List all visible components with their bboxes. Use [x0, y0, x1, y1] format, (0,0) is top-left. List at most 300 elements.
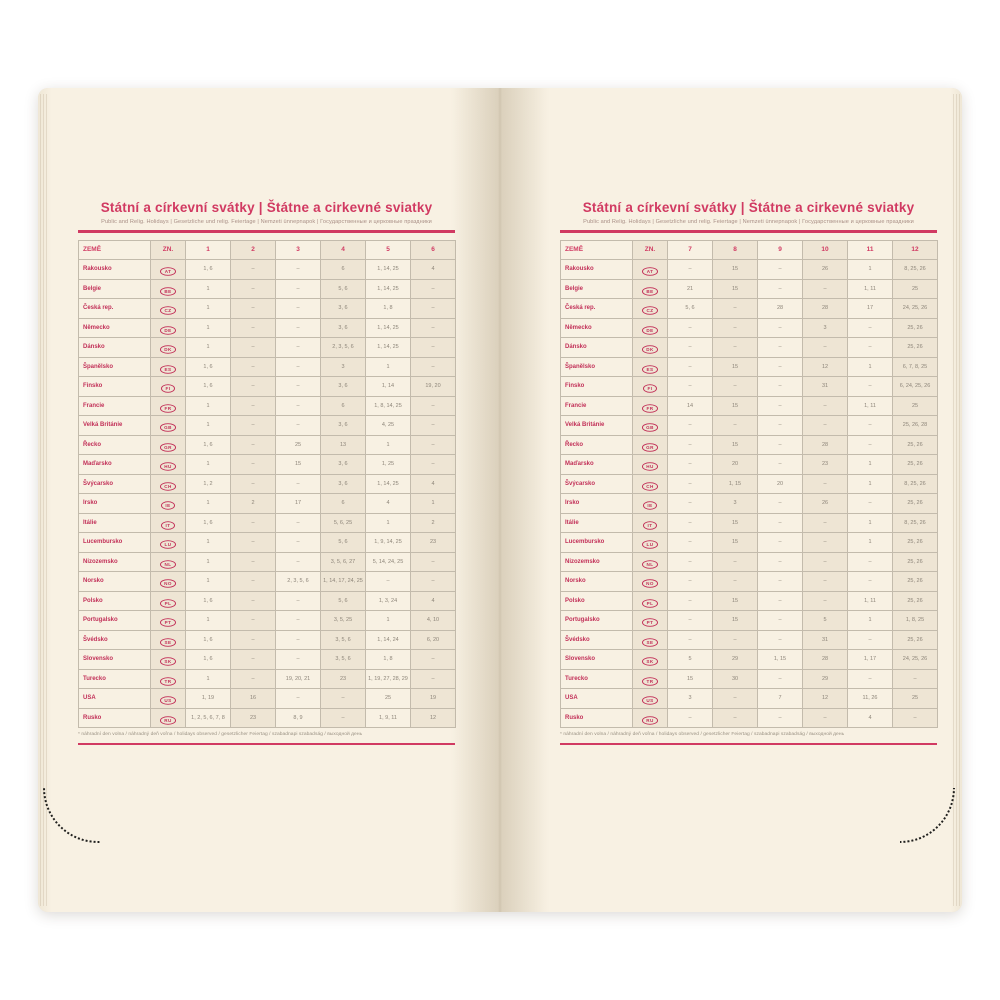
country-name: USA [561, 689, 633, 709]
country-code-badge: GR [642, 443, 659, 452]
country-row [79, 474, 456, 494]
country-code-badge: FI [643, 384, 657, 393]
holiday-dates-cell: 5, 6, 25 [321, 513, 366, 533]
country-row [561, 513, 938, 533]
country-code-badge: ES [642, 365, 658, 374]
country-code-cell [633, 435, 668, 455]
holiday-dates-cell: 1, 9, 14, 25 [366, 533, 411, 553]
holiday-dates-cell: 1 [186, 572, 231, 592]
header-row [79, 240, 456, 260]
holiday-dates-cell: – [758, 338, 803, 358]
country-name: Belgie [79, 279, 151, 299]
country-row [79, 299, 456, 319]
country-name: Nizozemsko [561, 552, 633, 572]
country-name: Finsko [561, 377, 633, 397]
holiday-dates-cell: 25, 26 [893, 494, 938, 514]
country-code-cell [151, 435, 186, 455]
accent-rule-bottom [560, 743, 937, 745]
country-row [561, 396, 938, 416]
holiday-dates-cell: 31 [803, 630, 848, 650]
holiday-dates-cell: – [668, 494, 713, 514]
country-code-cell [151, 377, 186, 397]
holiday-dates-cell: – [276, 357, 321, 377]
holiday-dates-cell: 15 [276, 455, 321, 475]
country-code-cell [633, 611, 668, 631]
holiday-dates-cell: 3, 6 [321, 416, 366, 436]
holiday-dates-cell: 15 [713, 396, 758, 416]
country-code-badge: SK [642, 657, 658, 666]
holiday-dates-cell: – [668, 377, 713, 397]
country-name: Dánsko [561, 338, 633, 358]
country-code-badge: NL [160, 560, 176, 569]
country-row [561, 299, 938, 319]
holiday-dates-cell: – [668, 416, 713, 436]
holiday-dates-cell: – [758, 552, 803, 572]
country-row [79, 338, 456, 358]
holiday-dates-cell: – [366, 572, 411, 592]
holiday-dates-cell: – [758, 630, 803, 650]
holiday-dates-cell: – [713, 552, 758, 572]
holiday-dates-cell: – [231, 455, 276, 475]
holiday-dates-cell: 1 [186, 318, 231, 338]
holiday-dates-cell: – [668, 552, 713, 572]
country-name: Francie [79, 396, 151, 416]
country-name: Itálie [79, 513, 151, 533]
holiday-dates-cell: 25, 26 [893, 435, 938, 455]
country-code-cell [633, 377, 668, 397]
country-name: Německo [561, 318, 633, 338]
country-name: Velká Británie [561, 416, 633, 436]
country-name: Francie [561, 396, 633, 416]
page-left-content [78, 200, 455, 745]
holiday-dates-cell: 1, 11 [848, 396, 893, 416]
country-row [79, 455, 456, 475]
country-code-cell [633, 416, 668, 436]
country-code-cell [633, 338, 668, 358]
country-code-badge: NO [642, 579, 659, 588]
holiday-dates-cell: – [803, 396, 848, 416]
holiday-dates-cell: – [231, 357, 276, 377]
country-code-cell [151, 494, 186, 514]
country-code-badge: IT [643, 521, 657, 530]
page-subtitle: Public and Relig. Holidays | Gesetzliche und relig. Feiertage | Nemzeti ünnepnapok | Государственные и церковные праздники [101, 219, 432, 225]
page-left [38, 88, 500, 912]
country-code-cell [633, 494, 668, 514]
holiday-dates-cell: 1, 15 [758, 650, 803, 670]
holiday-dates-cell: – [758, 455, 803, 475]
holiday-dates-cell: 3, 5, 6, 27 [321, 552, 366, 572]
holiday-dates-cell: – [276, 630, 321, 650]
table-left-body [79, 260, 456, 728]
country-row [561, 611, 938, 631]
month-column-header: 11 [848, 240, 893, 260]
country-row [561, 318, 938, 338]
holiday-dates-cell: 1 [848, 357, 893, 377]
country-code-cell [633, 513, 668, 533]
holiday-dates-cell: 1, 6 [186, 260, 231, 280]
country-row [79, 650, 456, 670]
holiday-dates-cell: – [411, 299, 456, 319]
holiday-dates-cell: 1 [186, 533, 231, 553]
holiday-dates-cell: – [803, 474, 848, 494]
holiday-dates-cell: 1, 6 [186, 435, 231, 455]
holiday-dates-cell: 1, 11 [848, 279, 893, 299]
holiday-dates-cell: – [713, 299, 758, 319]
holiday-dates-cell: – [276, 377, 321, 397]
country-name: Irsko [561, 494, 633, 514]
holiday-dates-cell: – [411, 396, 456, 416]
country-row [561, 689, 938, 709]
holiday-dates-cell: 3 [321, 357, 366, 377]
holiday-dates-cell: 15 [713, 435, 758, 455]
holiday-dates-cell: – [668, 708, 713, 728]
holiday-dates-cell: 3 [803, 318, 848, 338]
holiday-dates-cell: 1, 6 [186, 357, 231, 377]
country-code-badge: CZ [642, 306, 658, 315]
holiday-dates-cell: 1, 3, 24 [366, 591, 411, 611]
holiday-dates-cell: 29 [803, 669, 848, 689]
holiday-dates-cell: – [848, 630, 893, 650]
holiday-dates-cell: – [668, 357, 713, 377]
country-code-cell [151, 572, 186, 592]
country-row [561, 357, 938, 377]
country-code-cell [633, 533, 668, 553]
holiday-dates-cell: 1 [366, 513, 411, 533]
holiday-dates-cell: – [668, 318, 713, 338]
month-column-header: 10 [803, 240, 848, 260]
holiday-dates-cell: 1 [186, 455, 231, 475]
holiday-dates-cell: 20 [758, 474, 803, 494]
holiday-dates-cell: – [411, 572, 456, 592]
country-row [79, 494, 456, 514]
country-name: Švýcarsko [79, 474, 151, 494]
holiday-dates-cell: 5, 6 [321, 533, 366, 553]
holiday-dates-cell: – [758, 357, 803, 377]
country-code-badge: NO [160, 579, 177, 588]
holiday-dates-cell: 26 [803, 260, 848, 280]
country-code-badge: LU [160, 540, 176, 549]
holiday-dates-cell: 1 [186, 669, 231, 689]
holiday-dates-cell: – [231, 416, 276, 436]
country-code-badge: GB [160, 423, 177, 432]
country-code-badge: GB [642, 423, 659, 432]
holiday-dates-cell: 25 [366, 689, 411, 709]
country-code-badge: LU [642, 540, 658, 549]
holiday-dates-cell: 23 [321, 669, 366, 689]
holiday-dates-cell: 1 [848, 513, 893, 533]
holiday-dates-cell: 1 [186, 299, 231, 319]
country-code-cell [151, 669, 186, 689]
holiday-dates-cell: 21 [668, 279, 713, 299]
country-name: Lucembursko [561, 533, 633, 553]
holiday-dates-cell: 25 [276, 435, 321, 455]
country-code-badge: BE [160, 287, 176, 296]
holiday-dates-cell: 3 [668, 689, 713, 709]
holiday-dates-cell: – [758, 494, 803, 514]
country-row [79, 279, 456, 299]
holiday-dates-cell: 1 [848, 533, 893, 553]
holiday-dates-cell: – [803, 416, 848, 436]
country-code-cell [151, 689, 186, 709]
holiday-dates-cell: – [231, 396, 276, 416]
holiday-dates-cell: – [276, 552, 321, 572]
country-code-badge: AT [160, 267, 176, 276]
country-name: Rusko [79, 708, 151, 728]
country-code-badge: SE [160, 638, 176, 647]
country-code-cell [151, 260, 186, 280]
holiday-dates-cell: – [758, 318, 803, 338]
country-row [561, 416, 938, 436]
country-code-badge: HU [160, 462, 176, 471]
holiday-dates-cell: 24, 25, 26 [893, 650, 938, 670]
holiday-dates-cell: 25 [893, 689, 938, 709]
header-row [561, 240, 938, 260]
holiday-dates-cell: 1 [848, 611, 893, 631]
country-row [561, 572, 938, 592]
country-code-badge: ES [160, 365, 176, 374]
country-name: Velká Británie [79, 416, 151, 436]
country-code-cell [151, 708, 186, 728]
country-code-badge: FR [160, 404, 176, 413]
country-code-cell [633, 572, 668, 592]
holiday-dates-cell: – [668, 435, 713, 455]
holiday-dates-cell: 3, 5, 25 [321, 611, 366, 631]
accent-rule-top [78, 230, 455, 233]
holiday-dates-cell: 5, 14, 24, 25 [366, 552, 411, 572]
country-row [561, 669, 938, 689]
holiday-dates-cell: 25, 26 [893, 572, 938, 592]
holiday-dates-cell: – [713, 416, 758, 436]
page-right [500, 88, 962, 912]
country-code-cell [151, 455, 186, 475]
holiday-dates-cell: – [231, 474, 276, 494]
country-name: Belgie [561, 279, 633, 299]
country-row [561, 377, 938, 397]
holiday-dates-cell: 30 [713, 669, 758, 689]
table-footnote: * náhradní den volna / náhradný deň voľna / holidays observed / gesetzlicher Feiertag / szabadnapi szabadság / выходной день [560, 731, 845, 737]
month-column-header: 12 [893, 240, 938, 260]
holiday-dates-cell: – [231, 630, 276, 650]
holiday-dates-cell: – [713, 708, 758, 728]
country-code-badge: DE [160, 326, 176, 335]
holiday-dates-cell: – [276, 338, 321, 358]
holiday-dates-cell: – [668, 630, 713, 650]
country-row [79, 260, 456, 280]
holiday-dates-cell: – [276, 299, 321, 319]
holiday-dates-cell: – [276, 533, 321, 553]
country-name: Švédsko [79, 630, 151, 650]
holiday-dates-cell: – [713, 338, 758, 358]
holiday-dates-cell: 1, 8, 14, 25 [366, 396, 411, 416]
country-code-badge: CZ [160, 306, 176, 315]
holiday-dates-cell: 5 [803, 611, 848, 631]
country-code-badge: PL [160, 599, 176, 608]
month-column-header: 2 [231, 240, 276, 260]
holiday-dates-cell: – [411, 318, 456, 338]
accent-rule-top [560, 230, 937, 233]
country-name: USA [79, 689, 151, 709]
month-column-header: 9 [758, 240, 803, 260]
holiday-dates-cell: 6, 20 [411, 630, 456, 650]
holiday-dates-cell: 25, 26 [893, 591, 938, 611]
country-code-badge: SE [642, 638, 658, 647]
country-name: Dánsko [79, 338, 151, 358]
holiday-dates-cell: 4 [411, 474, 456, 494]
holiday-dates-cell: 16 [231, 689, 276, 709]
holiday-dates-cell: 14 [668, 396, 713, 416]
holiday-dates-cell: – [668, 474, 713, 494]
country-row [561, 338, 938, 358]
holiday-dates-cell: – [411, 357, 456, 377]
holiday-dates-cell: 1, 11 [848, 591, 893, 611]
holiday-dates-cell: 5, 6 [321, 279, 366, 299]
holiday-dates-cell: 15 [668, 669, 713, 689]
accent-rule-bottom [78, 743, 455, 745]
holiday-dates-cell: 1, 8, 25 [893, 611, 938, 631]
holiday-dates-cell: – [758, 513, 803, 533]
holiday-dates-cell: – [276, 260, 321, 280]
holiday-dates-cell: – [848, 377, 893, 397]
holiday-dates-cell: 1, 6 [186, 650, 231, 670]
holiday-dates-cell: 28 [803, 650, 848, 670]
holiday-dates-cell: 1 [186, 611, 231, 631]
country-name: Polsko [79, 591, 151, 611]
page-title: Státní a církevní svátky | Štátne a cirkevné sviatky [582, 200, 915, 215]
country-code-cell [633, 669, 668, 689]
holiday-dates-cell: 1, 8 [366, 299, 411, 319]
country-name: Turecko [561, 669, 633, 689]
country-name: Česká rep. [561, 299, 633, 319]
country-row [561, 455, 938, 475]
diary-open-book [38, 88, 962, 912]
holiday-dates-cell: 8, 25, 26 [893, 513, 938, 533]
country-name: Řecko [79, 435, 151, 455]
holiday-dates-cell: – [231, 338, 276, 358]
country-name: Španělsko [79, 357, 151, 377]
country-code-cell [633, 591, 668, 611]
country-code-badge: NL [642, 560, 658, 569]
country-code-cell [633, 650, 668, 670]
holiday-dates-cell: – [758, 260, 803, 280]
country-code-badge: CH [642, 482, 658, 491]
holiday-dates-cell: 1, 25 [366, 455, 411, 475]
country-row [79, 708, 456, 728]
holiday-dates-cell: 1, 14, 25 [366, 260, 411, 280]
country-row [79, 669, 456, 689]
holiday-dates-cell: – [276, 279, 321, 299]
country-code-badge: RU [160, 716, 176, 725]
country-code-badge: GR [160, 443, 177, 452]
holiday-dates-cell: 3, 5, 6 [321, 650, 366, 670]
column-header: ZN. [151, 240, 186, 260]
holiday-dates-cell: 5, 6 [321, 591, 366, 611]
holiday-dates-cell: 3, 6 [321, 455, 366, 475]
holiday-dates-cell: – [668, 338, 713, 358]
holiday-dates-cell: – [848, 416, 893, 436]
holiday-dates-cell: 1, 2, 5, 6, 7, 8 [186, 708, 231, 728]
country-row [79, 572, 456, 592]
column-header: ZN. [633, 240, 668, 260]
country-code-cell [633, 552, 668, 572]
country-name: Slovensko [79, 650, 151, 670]
table-right-body [561, 260, 938, 728]
holiday-dates-cell: 17 [848, 299, 893, 319]
country-code-cell [633, 689, 668, 709]
holiday-dates-cell: 1 [411, 494, 456, 514]
month-column-header: 1 [186, 240, 231, 260]
holiday-dates-cell: – [758, 572, 803, 592]
holiday-dates-cell: 1 [848, 474, 893, 494]
holiday-dates-cell: 1 [848, 455, 893, 475]
country-name: Turecko [79, 669, 151, 689]
holiday-dates-cell: – [668, 533, 713, 553]
country-row [561, 260, 938, 280]
holiday-dates-cell: 25, 26 [893, 630, 938, 650]
holiday-dates-cell: – [231, 299, 276, 319]
holiday-dates-cell: 8, 25, 26 [893, 474, 938, 494]
holiday-dates-cell: 4 [848, 708, 893, 728]
holiday-dates-cell: – [803, 533, 848, 553]
holiday-dates-cell: 1, 14, 25 [366, 318, 411, 338]
holiday-dates-cell: 29 [713, 650, 758, 670]
page-title: Státní a církevní svátky | Štátne a cirkevné sviatky [100, 200, 433, 215]
holiday-dates-cell: – [668, 591, 713, 611]
holiday-dates-cell: – [713, 318, 758, 338]
country-code-cell [151, 318, 186, 338]
country-code-cell [633, 455, 668, 475]
holiday-dates-cell: 25, 26 [893, 318, 938, 338]
holiday-dates-cell: 2, 3, 5, 6 [276, 572, 321, 592]
country-code-cell [151, 630, 186, 650]
month-column-header: 5 [366, 240, 411, 260]
holiday-dates-cell: – [411, 338, 456, 358]
holiday-dates-cell: – [231, 611, 276, 631]
holiday-dates-cell: 1 [186, 552, 231, 572]
holiday-dates-cell: 4, 10 [411, 611, 456, 631]
holiday-dates-cell: 6, 24, 25, 26 [893, 377, 938, 397]
country-row [79, 318, 456, 338]
country-name: Maďarsko [79, 455, 151, 475]
holiday-dates-cell: 4, 25 [366, 416, 411, 436]
month-column-header: 3 [276, 240, 321, 260]
holiday-dates-cell: 25, 26 [893, 455, 938, 475]
holiday-dates-cell: 2 [231, 494, 276, 514]
country-code-cell [151, 416, 186, 436]
holiday-dates-cell: – [848, 552, 893, 572]
holiday-dates-cell: – [411, 435, 456, 455]
holiday-dates-cell: 15 [713, 279, 758, 299]
country-code-cell [151, 533, 186, 553]
holiday-dates-cell: 1 [848, 260, 893, 280]
country-name: Itálie [561, 513, 633, 533]
country-code-badge: US [160, 696, 176, 705]
table-left-head [79, 240, 456, 260]
country-code-badge: TR [160, 677, 176, 686]
holiday-dates-cell: 1 [186, 396, 231, 416]
holiday-dates-cell: – [803, 513, 848, 533]
holiday-dates-cell: 24, 25, 26 [893, 299, 938, 319]
holiday-dates-cell: 5, 6 [668, 299, 713, 319]
country-row [79, 416, 456, 436]
country-code-badge: DE [642, 326, 658, 335]
holiday-dates-cell: – [713, 630, 758, 650]
holiday-dates-cell: 3, 6 [321, 318, 366, 338]
country-row [561, 708, 938, 728]
country-code-badge: US [642, 696, 658, 705]
holiday-dates-cell: – [668, 260, 713, 280]
holiday-dates-cell: – [848, 318, 893, 338]
holiday-dates-cell: – [848, 338, 893, 358]
